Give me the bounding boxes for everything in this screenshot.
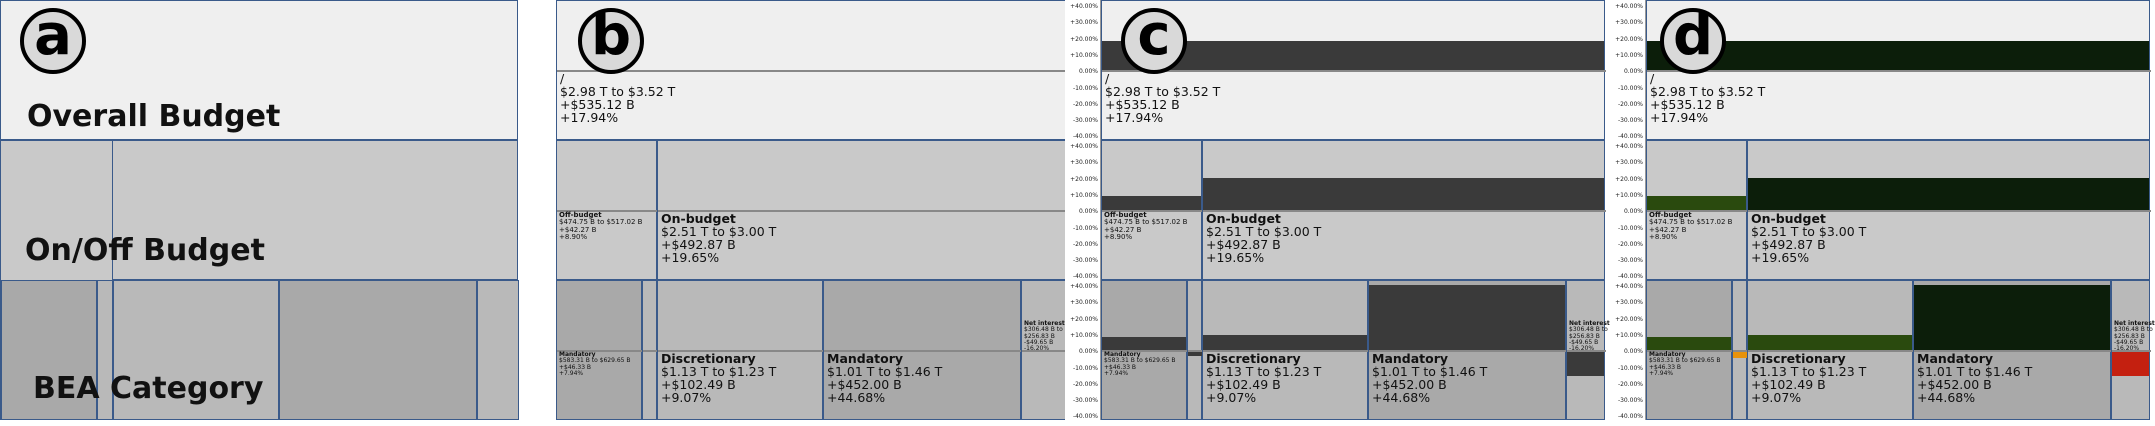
bar-off-mandatory — [1102, 337, 1186, 350]
bar-discretionary — [1748, 335, 1912, 350]
axis-tick-label: -10.00% — [1617, 364, 1643, 372]
bar-net-interest — [2112, 350, 2149, 376]
axis-bottom — [1065, 280, 1101, 420]
node-on-budget[interactable] — [657, 140, 1074, 280]
axis-tick-label: 0.00% — [1623, 208, 1643, 216]
axis-tick-label: -10.00% — [1072, 364, 1098, 372]
node-on-budget[interactable] — [1202, 140, 1605, 280]
axis-tick-label: +30.00% — [1070, 299, 1098, 307]
panel-b — [556, 0, 1074, 420]
node-discretionary[interactable] — [1202, 280, 1368, 420]
node-on-budget-label: On-budget $2.51 T to $3.00 T +$492.87 B +19.65% — [1206, 211, 1322, 266]
node-net-interest-label: Net interest $306.48 B to $256.83 B -$49.65 B -16.20% — [1024, 320, 1065, 353]
node-mandatory[interactable] — [823, 280, 1021, 420]
node-off-small[interactable] — [1732, 280, 1747, 420]
axis-tick-label: -30.00% — [1617, 397, 1643, 405]
axis-tick-label: +30.00% — [1615, 299, 1643, 307]
panel-b-badge: b — [578, 8, 644, 74]
axis-tick-label: -40.00% — [1072, 413, 1098, 421]
bar-mandatory — [1914, 285, 2110, 350]
node-off-mandatory-label: Mandatory $583.31 B to $629.65 B +$46.33 B +7.94% — [559, 351, 631, 377]
bea-net-interest-block[interactable] — [477, 280, 519, 420]
bar-off-budget — [1102, 196, 1201, 210]
node-overall-label: / $2.98 T to $3.52 T +$535.12 B +17.94% — [560, 71, 676, 126]
bar-on-budget — [1203, 178, 1604, 210]
axis-tick-label: +10.00% — [1070, 191, 1098, 199]
axis-tick-label: +10.00% — [1615, 191, 1643, 199]
node-on-budget-label: On-budget $2.51 T to $3.00 T +$492.87 B +19.65% — [661, 211, 777, 266]
axis-tick-label: -20.00% — [1617, 100, 1643, 108]
axis-tick-label: -40.00% — [1072, 133, 1098, 141]
axis-tick-label: -40.00% — [1617, 413, 1643, 421]
bea-category-label: BEA Category — [33, 371, 264, 406]
node-overall-label: / $2.98 T to $3.52 T +$535.12 B +17.94% — [1650, 71, 1766, 126]
axis-tick-label: -20.00% — [1617, 240, 1643, 248]
node-off-mandatory[interactable] — [1101, 280, 1187, 420]
panel-d-badge: d — [1660, 8, 1726, 74]
on-off-budget-level[interactable] — [0, 140, 518, 280]
axis-tick-label: +40.00% — [1070, 143, 1098, 150]
axis-tick-label: +40.00% — [1070, 283, 1098, 290]
bea-category-level[interactable] — [0, 280, 518, 420]
bea-mandatory-block[interactable] — [279, 280, 477, 420]
baseline — [643, 350, 658, 352]
node-off-budget[interactable] — [556, 140, 657, 280]
node-discretionary[interactable] — [1747, 280, 1913, 420]
axis-tick-label: 0.00% — [1078, 348, 1098, 356]
axis-tick-label: -20.00% — [1072, 380, 1098, 388]
bar-discretionary — [1203, 335, 1367, 350]
node-on-budget-label: On-budget $2.51 T to $3.00 T +$492.87 B +19.65% — [1751, 211, 1867, 266]
axis-tick-label: -30.00% — [1617, 117, 1643, 125]
node-discretionary-label: Discretionary $1.13 T to $1.23 T +$102.49 B +9.07% — [1206, 351, 1322, 406]
node-net-interest-label: Net interest $306.48 B to $256.83 B -$49.65 B -16.20% — [1569, 320, 1610, 353]
node-off-mandatory[interactable] — [1646, 280, 1732, 420]
axis-tick-label: 0.00% — [1623, 348, 1643, 356]
axis-tick-label: -30.00% — [1072, 257, 1098, 265]
bar-off-mandatory — [1647, 337, 1731, 350]
axis-tick-label: +20.00% — [1615, 175, 1643, 183]
node-off-mandatory-label: Mandatory $583.31 B to $629.65 B +$46.33 B +7.94% — [1104, 351, 1176, 377]
bar-mandatory — [1369, 285, 1565, 350]
axis-tick-label: +10.00% — [1070, 331, 1098, 339]
node-mandatory[interactable] — [1913, 280, 2111, 420]
node-on-budget[interactable] — [1747, 140, 2150, 280]
panel-d — [1610, 0, 2155, 421]
panel-c-badge: c — [1121, 8, 1187, 74]
node-off-budget-label: Off-budget $474.75 B to $517.02 B +$42.27 B +8.90% — [1649, 211, 1733, 242]
axis-tick-label: -20.00% — [1072, 100, 1098, 108]
bar-off-budget — [1647, 196, 1746, 210]
axis-tick-label: -30.00% — [1072, 397, 1098, 405]
axis-mid — [1610, 140, 1646, 280]
axis-tick-label: 0.00% — [1078, 68, 1098, 76]
axis-tick-label: -10.00% — [1617, 224, 1643, 232]
node-net-interest-label: Net interest $306.48 B to $256.83 B -$49.65 B -16.20% — [2114, 320, 2155, 353]
node-discretionary-label: Discretionary $1.13 T to $1.23 T +$102.49 B +9.07% — [661, 351, 777, 406]
panel-c — [1065, 0, 1610, 421]
axis-tick-label: +30.00% — [1070, 19, 1098, 27]
node-mandatory-label: Mandatory $1.01 T to $1.46 T +$452.00 B +44.68% — [1917, 351, 2033, 406]
axis-mid — [1065, 140, 1101, 280]
axis-tick-label: 0.00% — [1623, 68, 1643, 76]
node-overall[interactable] — [1646, 0, 2150, 140]
axis-tick-label: +10.00% — [1615, 51, 1643, 59]
node-net-interest[interactable] — [2111, 280, 2155, 420]
axis-tick-label: +30.00% — [1070, 159, 1098, 167]
axis-tick-label: -30.00% — [1072, 117, 1098, 125]
node-off-budget-label: Off-budget $474.75 B to $517.02 B +$42.27 B +8.90% — [559, 211, 643, 242]
node-off-budget[interactable] — [1646, 140, 1747, 280]
axis-tick-label: -40.00% — [1617, 273, 1643, 281]
panel-a — [0, 0, 518, 420]
node-off-mandatory-label: Mandatory $583.31 B to $629.65 B +$46.33 B +7.94% — [1649, 351, 1721, 377]
axis-tick-label: 0.00% — [1078, 208, 1098, 216]
axis-tick-label: +30.00% — [1615, 19, 1643, 27]
axis-tick-label: +40.00% — [1615, 283, 1643, 290]
axis-tick-label: -20.00% — [1617, 380, 1643, 388]
axis-tick-label: +20.00% — [1070, 175, 1098, 183]
node-off-small[interactable] — [642, 280, 657, 420]
baseline — [1188, 350, 1203, 352]
axis-tick-label: +10.00% — [1070, 51, 1098, 59]
overall-budget-label: Overall Budget — [27, 99, 281, 134]
axis-top — [1065, 0, 1101, 140]
node-discretionary-label: Discretionary $1.13 T to $1.23 T +$102.49 B +9.07% — [1751, 351, 1867, 406]
node-off-budget-label: Off-budget $474.75 B to $517.02 B +$42.27 B +8.90% — [1104, 211, 1188, 242]
node-net-interest[interactable] — [1566, 280, 1610, 420]
node-discretionary[interactable] — [657, 280, 823, 420]
axis-tick-label: +40.00% — [1070, 3, 1098, 10]
node-mandatory[interactable] — [1368, 280, 1566, 420]
axis-tick-label: +20.00% — [1615, 35, 1643, 43]
axis-tick-label: -40.00% — [1072, 273, 1098, 281]
on-off-budget-label: On/Off Budget — [25, 233, 265, 268]
axis-tick-label: -10.00% — [1072, 224, 1098, 232]
axis-tick-label: -40.00% — [1617, 133, 1643, 141]
axis-bottom — [1610, 280, 1646, 420]
axis-tick-label: -10.00% — [1617, 84, 1643, 92]
node-off-mandatory[interactable] — [556, 280, 642, 420]
node-mandatory-label: Mandatory $1.01 T to $1.46 T +$452.00 B +44.68% — [827, 351, 943, 406]
axis-tick-label: +30.00% — [1615, 159, 1643, 167]
axis-tick-label: -20.00% — [1072, 240, 1098, 248]
axis-tick-label: +40.00% — [1615, 3, 1643, 10]
axis-tick-label: +10.00% — [1615, 331, 1643, 339]
axis-tick-label: +20.00% — [1070, 315, 1098, 323]
axis-tick-label: -30.00% — [1617, 257, 1643, 265]
bar-net-interest — [1567, 350, 1604, 376]
axis-tick-label: +40.00% — [1615, 143, 1643, 150]
baseline — [1733, 350, 1748, 352]
axis-tick-label: -10.00% — [1072, 84, 1098, 92]
node-mandatory-label: Mandatory $1.01 T to $1.46 T +$452.00 B +44.68% — [1372, 351, 1488, 406]
axis-top — [1610, 0, 1646, 140]
node-off-budget[interactable] — [1101, 140, 1202, 280]
panel-a-badge: a — [20, 8, 86, 74]
node-overall-label: / $2.98 T to $3.52 T +$535.12 B +17.94% — [1105, 71, 1221, 126]
axis-tick-label: +20.00% — [1070, 35, 1098, 43]
axis-tick-label: +20.00% — [1615, 315, 1643, 323]
bar-on-budget — [1748, 178, 2149, 210]
node-off-small[interactable] — [1187, 280, 1202, 420]
